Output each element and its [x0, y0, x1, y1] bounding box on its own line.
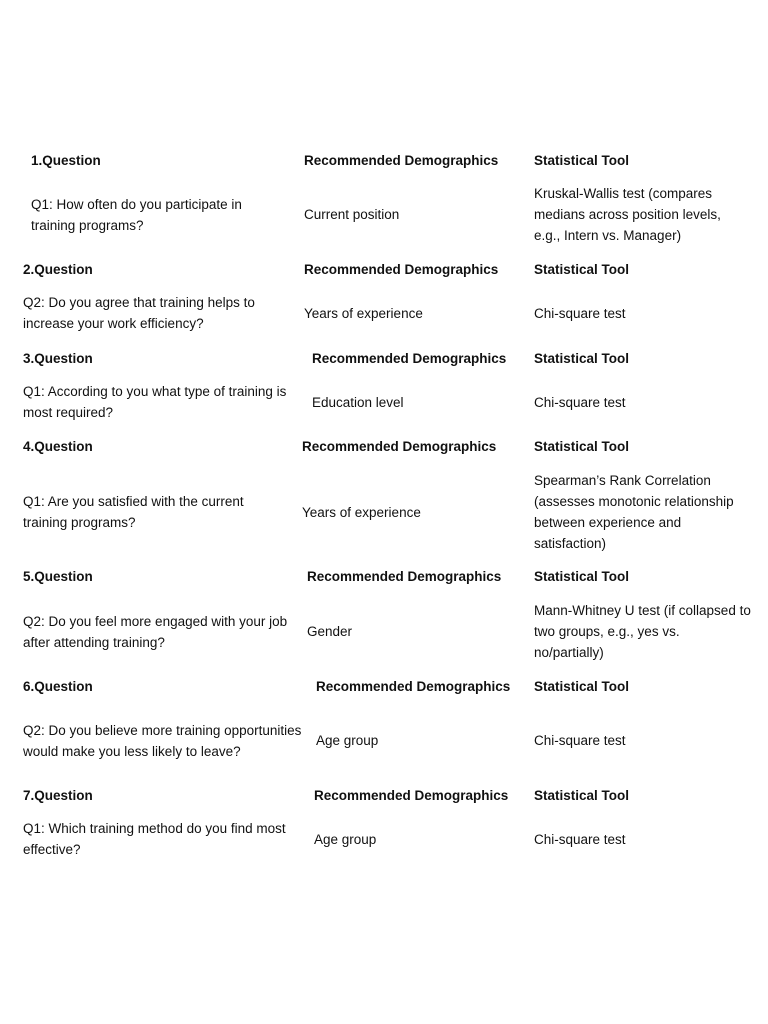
- question-heading: 2.Question: [23, 262, 93, 277]
- demographic-text: Years of experience: [302, 504, 421, 520]
- question-heading: 3.Question: [23, 351, 93, 366]
- tool-heading: Statistical Tool: [534, 351, 630, 366]
- question-block-3: [0, 348, 768, 428]
- question-block-2: [0, 259, 768, 339]
- tool-text: Chi-square test: [534, 394, 626, 410]
- tool-text: Spearman’s Rank Correlation (assesses monotonic relationship between experience and satisfaction): [534, 473, 734, 551]
- question-text: Q1: How often do you participate in training programs?: [31, 196, 242, 233]
- question-block-4: [0, 436, 768, 558]
- question-cell: [23, 709, 308, 772]
- demographics-heading: Recommended Demographics: [304, 153, 499, 168]
- tool-cell: [534, 600, 752, 663]
- demographic-cell: [307, 600, 517, 663]
- demographic-cell: [304, 292, 514, 334]
- demographic-text: Current position: [304, 207, 400, 222]
- demographic-cell: [314, 818, 514, 860]
- demographics-heading: Recommended Demographics: [316, 679, 511, 694]
- demographic-text: Education level: [312, 394, 404, 410]
- demographic-text: Years of experience: [304, 305, 423, 321]
- question-heading: 7.Question: [23, 788, 93, 803]
- tool-text: Mann-Whitney U test (if collapsed to two groups, e.g., yes vs. no/partially): [534, 603, 751, 660]
- demographics-heading: Recommended Demographics: [314, 788, 509, 803]
- tool-heading: Statistical Tool: [534, 153, 630, 168]
- question-text: Q1: Which training method do you find most effective?: [23, 821, 286, 857]
- demographics-heading: Recommended Demographics: [304, 262, 499, 277]
- question-text: Q2: Do you agree that training helps to increase your work efficiency?: [23, 295, 255, 331]
- question-text: Q1: According to you what type of training is most required?: [23, 384, 287, 420]
- question-heading: 1.Question: [31, 153, 101, 168]
- tool-cell: [534, 470, 749, 554]
- demographic-cell: [316, 709, 516, 772]
- demographics-heading: Recommended Demographics: [307, 569, 502, 584]
- question-block-6: [0, 676, 768, 776]
- question-cell: [23, 600, 305, 663]
- demographic-text: Age group: [314, 831, 377, 847]
- tool-cell: [534, 292, 749, 334]
- question-cell: [23, 470, 291, 554]
- question-block-1: [0, 150, 768, 250]
- tool-heading: Statistical Tool: [534, 262, 630, 277]
- question-heading: 6.Question: [23, 679, 93, 694]
- tool-text: Chi-square test: [534, 305, 626, 321]
- demographic-cell: [304, 183, 514, 246]
- tool-text: Chi-square test: [534, 831, 626, 847]
- question-cell: [23, 818, 308, 860]
- demographic-text: Age group: [316, 733, 379, 748]
- tool-text: Chi-square test: [534, 733, 626, 748]
- tool-text: Kruskal-Wallis test (compares medians across position levels, e.g., Intern vs. Manager): [534, 186, 721, 243]
- question-block-5: [0, 566, 768, 668]
- demographic-cell: [312, 381, 517, 423]
- question-block-7: [0, 785, 768, 865]
- demographics-heading: Recommended Demographics: [302, 439, 497, 454]
- tool-cell: [534, 709, 749, 772]
- question-text: Q2: Do you feel more engaged with your job after attending training?: [23, 613, 288, 650]
- tool-cell: [534, 183, 749, 246]
- demographic-cell: [302, 470, 517, 554]
- demographics-heading: Recommended Demographics: [312, 351, 507, 366]
- question-cell: [23, 292, 291, 334]
- question-text: Q2: Do you believe more training opportunities would make you less likely to leave?: [23, 722, 302, 759]
- tool-cell: [534, 381, 749, 423]
- question-heading: 4.Question: [23, 439, 93, 454]
- question-cell: [31, 183, 286, 246]
- question-heading: 5.Question: [23, 569, 93, 584]
- question-text: Q1: Are you satisfied with the current training programs?: [23, 494, 244, 530]
- question-cell: [23, 381, 308, 423]
- tool-heading: Statistical Tool: [534, 788, 630, 803]
- tool-heading: Statistical Tool: [534, 569, 630, 584]
- tool-cell: [534, 818, 749, 860]
- tool-heading: Statistical Tool: [534, 439, 630, 454]
- tool-heading: Statistical Tool: [534, 679, 630, 694]
- demographic-text: Gender: [307, 624, 353, 639]
